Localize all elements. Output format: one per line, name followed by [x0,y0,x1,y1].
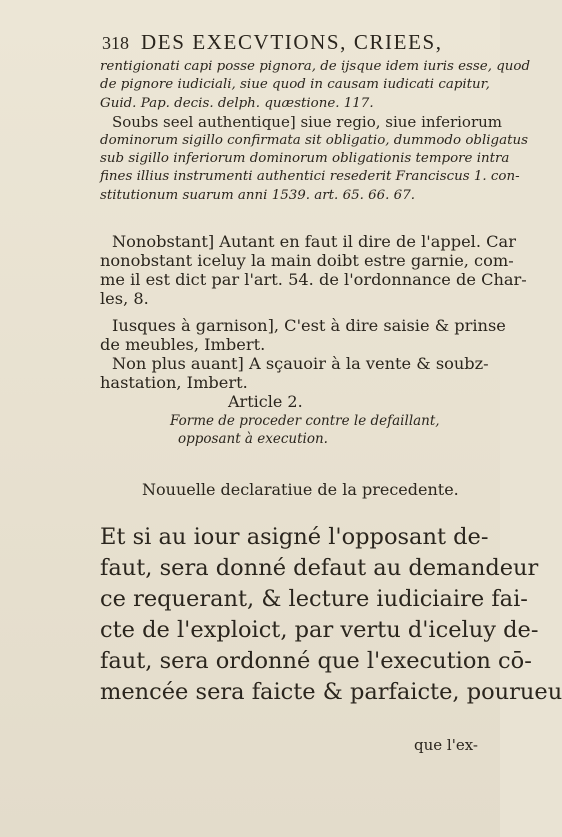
article-subtitle-line: Forme de proceder contre le defaillant, [170,413,440,429]
french-commentary [100,232,527,392]
latin-line: de pignore iudiciali, siue quod in causam iudicati capitur, [100,77,490,93]
french-line: me il est dict par l'art. 54. de l'ordonnance de Char- [100,270,527,289]
article-subtitle-line: opposant à execution. [178,431,328,447]
main-line: ce requerant, & lecture iudiciaire fai- [100,586,528,612]
latin-line: fines illius instrumenti authentici resederit Franciscus 1. con- [100,169,520,185]
page-header [102,30,484,55]
latin-line: dominorum sigillo confirmata sit obligatio, dummodo obligatus [100,132,528,148]
french-line: les, 8. [100,289,149,308]
french-line: nonobstant iceluy la main doibt estre garnie, com- [100,251,514,270]
running-title: DES EXECVTIONS, CRIEES, [141,30,443,54]
main-line: mencée sera faicte & parfaicte, pourueu [100,679,562,705]
catchword: que l'ex- [414,736,478,754]
latin-line: Guid. Pap. decis. delph. quæstione. 117. [100,95,374,111]
latin-line: stitutionum suarum anni 1539. art. 65. 66. 67. [100,187,415,203]
main-text [100,522,562,708]
article-subtitle [170,412,440,448]
latin-commentary [100,58,531,205]
main-line: Et si au iour asigné l'opposant de- [100,524,489,550]
page-number: 318 [102,33,129,53]
main-line: faut, sera ordonné que l'execution cō- [100,648,532,674]
latin-line: sub sigillo inferiorum dominorum obligationis tempore intra [100,151,510,167]
article-description: Nouuelle declaratiue de la precedente. [142,480,459,499]
latin-line: rentigionati capi posse pignora, de ijsque idem iuris esse, quod [100,59,531,74]
main-line: faut, sera donné defaut au demandeur [100,555,539,581]
french-line: Nonobstant] Autant en faut il dire de l'appel. Car [112,232,516,251]
main-line: cte de l'exploict, par vertu d'iceluy de- [100,617,539,643]
french-line: Non plus auant] A sçauoir à la vente & soubz- [112,354,489,373]
french-line: Iusques à garnison], C'est à dire saisie & prinse [112,316,506,335]
article-title: Article 2. [228,392,303,411]
latin-line: Soubs seel authentique] siue regio, siue inferiorum [112,113,503,132]
french-line: hastation, Imbert. [100,373,248,392]
french-line: de meubles, Imbert. [100,335,266,354]
